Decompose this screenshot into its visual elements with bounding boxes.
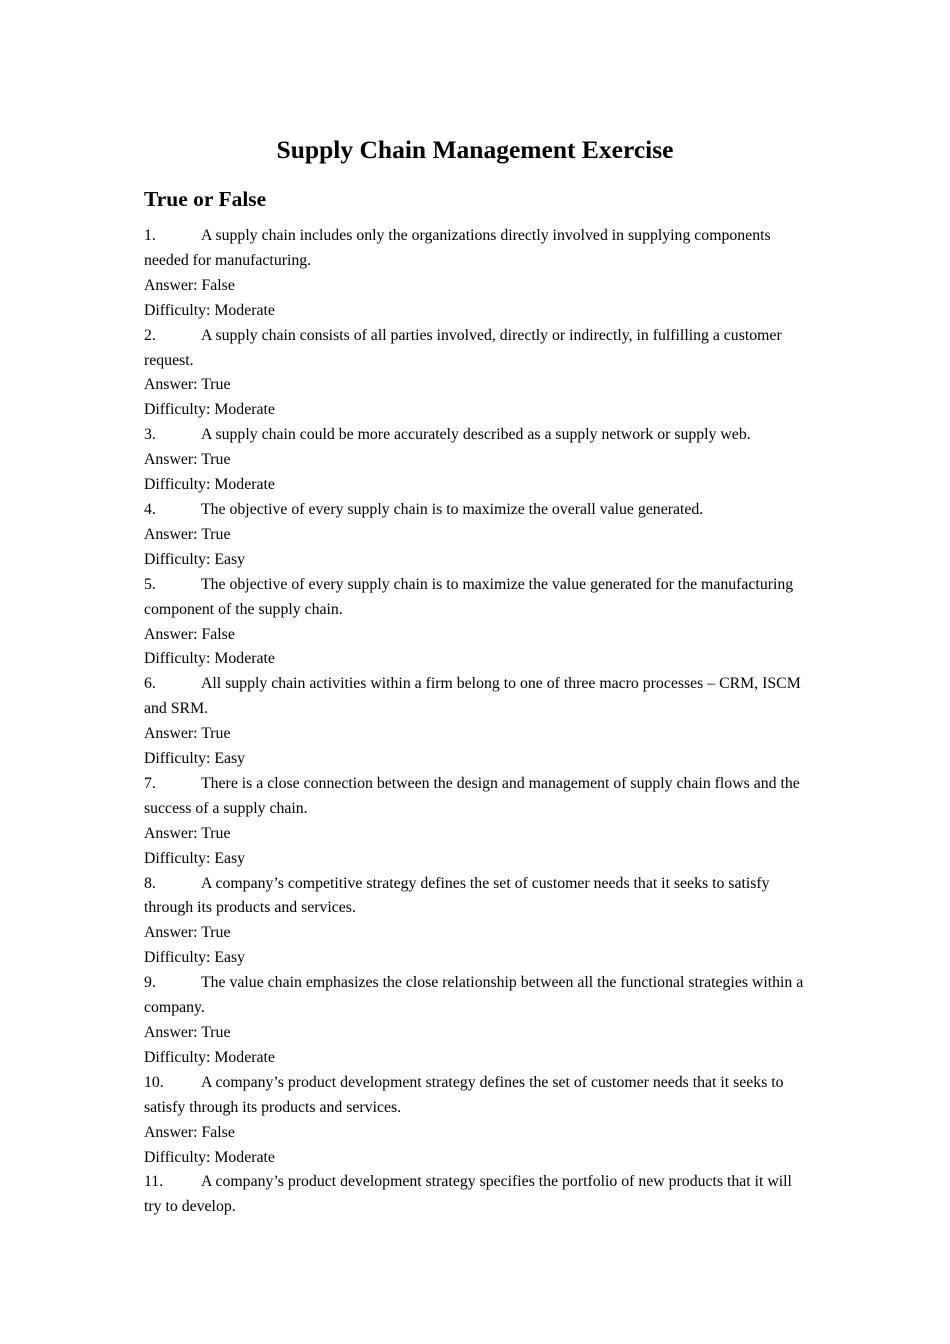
- question-item: [144, 423, 808, 498]
- difficulty-label: Difficulty:: [144, 750, 215, 768]
- difficulty-label: Difficulty:: [144, 650, 215, 668]
- answer-label: Answer:: [144, 924, 202, 942]
- question-text: [144, 772, 808, 822]
- difficulty-label: Difficulty:: [144, 1148, 215, 1166]
- answer-line: [144, 274, 808, 299]
- question-number: 11.: [144, 1173, 164, 1191]
- difficulty-value: Moderate: [214, 1148, 275, 1166]
- question-item: [144, 324, 808, 424]
- question-text-part: There is a close connection between the design and management of supply chain flows and the success of a supply chain.: [144, 774, 800, 817]
- difficulty-label: Difficulty:: [144, 949, 215, 967]
- difficulty-label: Difficulty:: [144, 550, 215, 568]
- answer-value: True: [201, 725, 231, 743]
- answer-value: True: [201, 376, 231, 394]
- question-number: 2.: [144, 326, 156, 344]
- answer-value: False: [201, 625, 235, 643]
- answer-line: [144, 921, 808, 946]
- answer-line: [144, 822, 808, 847]
- difficulty-value: Easy: [214, 949, 246, 967]
- difficulty-line: [144, 473, 808, 498]
- answer-label: Answer:: [144, 1123, 202, 1141]
- difficulty-line: [144, 1046, 808, 1071]
- question-number: 7.: [144, 774, 156, 792]
- question-item: [144, 772, 808, 872]
- question-item: [144, 1071, 808, 1171]
- answer-line: [144, 523, 808, 548]
- answer-label: Answer:: [144, 376, 202, 394]
- difficulty-line: [144, 548, 808, 573]
- difficulty-label: Difficulty:: [144, 476, 215, 494]
- difficulty-label: Difficulty:: [144, 401, 215, 419]
- question-text-part: The objective of every supply chain is to maximize the overall value generated.: [201, 500, 704, 518]
- answer-label: Answer:: [144, 451, 202, 469]
- question-item: [144, 224, 808, 324]
- difficulty-line: [144, 1146, 808, 1171]
- difficulty-label: Difficulty:: [144, 301, 215, 319]
- difficulty-value: Moderate: [214, 650, 275, 668]
- answer-value: True: [201, 824, 231, 842]
- question-number: 8.: [144, 874, 156, 892]
- difficulty-line: [144, 398, 808, 423]
- answer-label: Answer:: [144, 824, 202, 842]
- answer-label: Answer:: [144, 276, 202, 294]
- question-text: [144, 1170, 808, 1220]
- question-item: [144, 498, 808, 573]
- answer-line: [144, 623, 808, 648]
- answer-label: Answer:: [144, 1024, 202, 1041]
- question-item: [144, 573, 808, 673]
- difficulty-label: Difficulty:: [144, 849, 215, 867]
- question-text: [144, 573, 808, 623]
- question-number: 6.: [144, 675, 156, 693]
- document-title: Supply Chain Management Exercise: [276, 135, 674, 164]
- answer-line: [144, 373, 808, 398]
- question-text-part: A company’s product development strategy specifies the portfolio of new products that it will try to develop.: [144, 1173, 792, 1216]
- difficulty-value: Moderate: [214, 476, 275, 494]
- question-item: [144, 672, 808, 772]
- question-number: 9.: [144, 974, 156, 992]
- question-list: [144, 224, 808, 1220]
- difficulty-value: Easy: [214, 550, 246, 568]
- question-text: [144, 872, 808, 922]
- question-number: 4.: [144, 500, 156, 518]
- answer-value: True: [201, 924, 231, 942]
- question-text-part: A supply chain includes only the organizations directly involved in supplying components needed for manufacturing.: [144, 227, 771, 269]
- question-number: 5.: [144, 575, 156, 593]
- difficulty-line: [144, 299, 808, 324]
- difficulty-label: Difficulty:: [144, 1048, 215, 1066]
- answer-label: Answer:: [144, 625, 202, 643]
- answer-label: Answer:: [144, 725, 202, 743]
- difficulty-value: Moderate: [214, 401, 275, 419]
- question-item: [144, 971, 808, 1071]
- question-text: [144, 498, 808, 523]
- difficulty-line: [144, 847, 808, 872]
- difficulty-value: Moderate: [214, 1048, 275, 1066]
- question-text: [144, 971, 808, 1021]
- difficulty-line: [144, 747, 808, 772]
- question-number: 3.: [144, 426, 156, 444]
- difficulty-value: Easy: [214, 849, 246, 867]
- answer-value: True: [201, 451, 231, 469]
- answer-line: [144, 448, 808, 473]
- question-text-part: The objective of every supply chain is to maximize the value generated for the manufacturing component of the supply chain.: [144, 575, 794, 618]
- question-text: [144, 324, 808, 374]
- difficulty-value: Moderate: [214, 301, 275, 319]
- answer-value: True: [201, 525, 231, 543]
- question-text: [144, 224, 808, 274]
- difficulty-value: Easy: [214, 750, 246, 768]
- answer-value: True: [201, 1024, 231, 1041]
- question-number: 1.: [144, 227, 156, 244]
- answer-line: [144, 1121, 808, 1146]
- question-text: [144, 423, 808, 448]
- question-text: [144, 672, 808, 722]
- question-text: [144, 1071, 808, 1121]
- difficulty-line: [144, 647, 808, 672]
- question-text-part: All supply chain activities within a firm belong to one of three macro processes – CRM, ISCM and SRM.: [144, 675, 801, 718]
- difficulty-line: [144, 946, 808, 971]
- question-number: 10.: [144, 1073, 164, 1091]
- answer-label: Answer:: [144, 525, 202, 543]
- question-text-part: The value chain emphasizes the close relationship between all the functional strategies within a company.: [144, 974, 804, 1017]
- question-text-part: A company’s product development strategy defines the set of customer needs that it seeks to satisfy through its products and services.: [144, 1073, 784, 1116]
- question-text-part: A supply chain could be more accurately described as a supply network or supply web.: [201, 426, 751, 444]
- answer-value: False: [201, 276, 235, 294]
- answer-line: [144, 1021, 808, 1046]
- section-heading: True or False: [144, 187, 267, 211]
- question-item: [144, 1170, 808, 1220]
- question-text-part: A company’s competitive strategy defines the set of customer needs that it seeks to satisfy through its products and services.: [144, 874, 770, 917]
- question-item: [144, 872, 808, 972]
- answer-value: False: [201, 1123, 235, 1141]
- question-text-part: A supply chain consists of all parties involved, directly or indirectly, in fulfilling a customer request.: [144, 326, 782, 369]
- answer-line: [144, 722, 808, 747]
